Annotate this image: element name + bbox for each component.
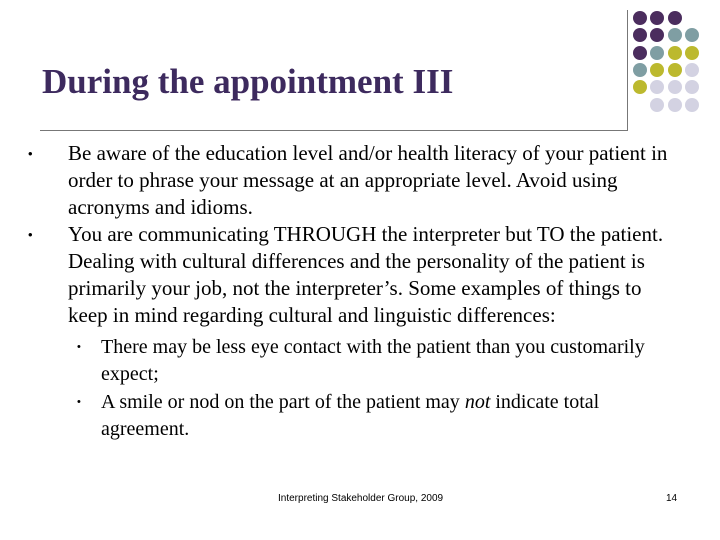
- decorative-dot: [685, 98, 699, 112]
- decorative-dot: [650, 46, 664, 60]
- decorative-dot: [685, 28, 699, 42]
- decorative-dot: [650, 80, 664, 94]
- bullet-text: Be aware of the education level and/or health literacy of your patient in order to phrase your message at an appropriate level. Avoid using acronyms and idioms.: [68, 141, 668, 219]
- decorative-dot: [668, 46, 682, 60]
- bullet-item: [28, 221, 683, 329]
- title-divider-line: [40, 130, 628, 131]
- decorative-dot: [633, 63, 647, 77]
- decorative-dot: [668, 80, 682, 94]
- decorative-dot: [668, 98, 682, 112]
- bullet-item: [28, 140, 683, 221]
- sub-bullet-item: [77, 389, 683, 443]
- decorative-dot: [633, 28, 647, 42]
- decorative-dot: [650, 63, 664, 77]
- sub-bullet-item: [77, 334, 683, 388]
- sub-bullet-text-before: A smile or nod on the part of the patient may: [101, 391, 465, 413]
- sub-bullet-text-after: indicate total agreement.: [101, 391, 600, 440]
- bullet-marker: •: [28, 146, 33, 161]
- decorative-dot: [650, 98, 664, 112]
- sub-bullet-list: [68, 334, 683, 443]
- decorative-dot: [668, 28, 682, 42]
- bullet-text: You are communicating THROUGH the interpreter but TO the patient. Dealing with cultural differences and the personality of the patient is primarily your job, not the interpreter’s. Some examples of things to keep in mind regarding cultural and linguistic differences:: [68, 222, 664, 327]
- decorative-dot: [633, 11, 647, 25]
- decorative-dot: [633, 46, 647, 60]
- sub-bullet-text: There may be less eye contact with the patient than you customarily expect;: [101, 336, 645, 385]
- sub-bullet-marker: •: [77, 341, 81, 353]
- decorative-dot: [685, 46, 699, 60]
- page-number: 14: [666, 493, 678, 504]
- decorative-dot: [668, 63, 682, 77]
- decorative-dot: [650, 28, 664, 42]
- emphasis-not: not: [464, 391, 491, 413]
- sub-bullet-marker: •: [77, 396, 81, 408]
- slide-body: [28, 140, 683, 443]
- decorative-dot: [685, 80, 699, 94]
- footer-text: Interpreting Stakeholder Group, 2009: [278, 493, 444, 504]
- decorative-dot: [685, 63, 699, 77]
- decorative-dot: [633, 80, 647, 94]
- bullet-marker: •: [28, 227, 33, 242]
- decorative-dot: [668, 11, 682, 25]
- decorative-dot: [650, 11, 664, 25]
- slide-title: During the appointment III: [42, 62, 454, 101]
- vertical-accent-line: [627, 10, 628, 131]
